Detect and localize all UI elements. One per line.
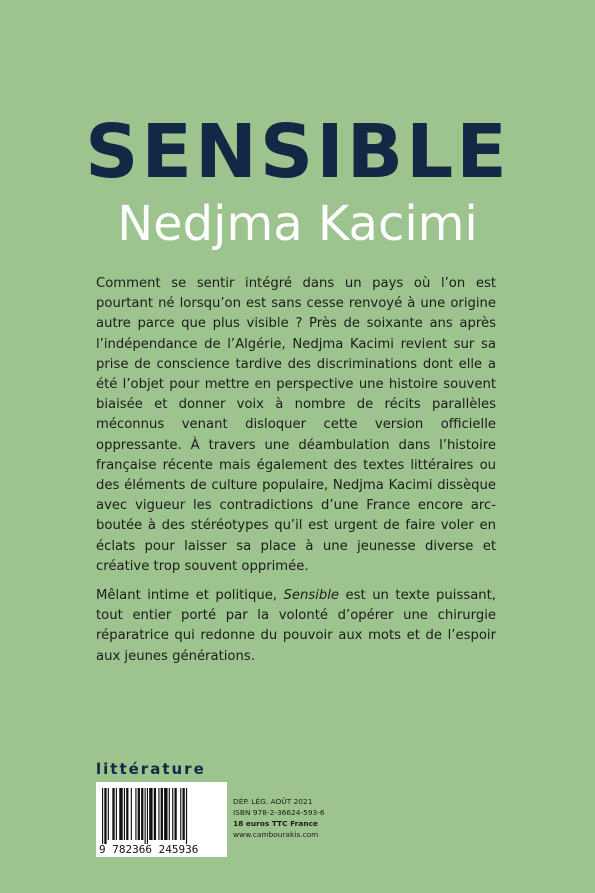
- barcode-bar: [169, 788, 170, 840]
- barcode-bar: [138, 788, 140, 840]
- legal-info: [233, 796, 325, 840]
- barcode-bar: [135, 788, 136, 840]
- legal-deposit: DÉP. LÉG. AOÛT 2021: [233, 797, 313, 806]
- barcode-bar: [174, 788, 176, 840]
- barcode-bar: [180, 788, 181, 840]
- summary-paragraph-2-end: est un texte puissant, tout entier porté par la volonté d’opérer une chirurgie réparatrice qui redonne du pouvoir aux mots et de l’espoir aux jeunes générations.: [96, 588, 496, 664]
- barcode-digits: 9 782366 245936: [99, 843, 199, 856]
- barcode-bar: [158, 788, 159, 840]
- isbn-barcode: [96, 782, 227, 857]
- barcode-bar: [186, 788, 187, 844]
- book-title: SENSIBLE: [85, 109, 510, 195]
- barcode-bar: [112, 788, 114, 840]
- barcode-bar: [154, 788, 156, 840]
- barcode-bar: [145, 788, 146, 844]
- author-name: Nedjma Kacimi: [117, 196, 478, 252]
- barcode-bar: [141, 788, 143, 840]
- barcode-bar: [161, 788, 163, 840]
- barcode-bar: [104, 788, 106, 844]
- summary-paragraph-2-start: Mêlant intime et politique,: [96, 588, 284, 604]
- barcode-bar: [102, 788, 103, 844]
- price-text: 18 euros TTC France: [233, 819, 318, 828]
- publisher-website: www.cambourakis.com: [233, 830, 319, 839]
- isbn-text: ISBN 978-2-36624-593-6: [233, 808, 325, 817]
- summary-paragraph-2: [96, 586, 496, 667]
- summary-paragraph-1: Comment se sentir intégré dans un pays où l’on est pourtant né lorsqu’on est sans cesse renvoyé à une origine autre parce que plus visible ? Près de soixante ans après l’indépendance de l’Algérie, Nedjma Kacimi revient sur sa prise de conscience tardive des discriminations dont elle a été l’objet pour mettre en perspective une histoire souvent biaisée et donner voix à nombre de récits parallèles méconnus venant disloquer cette version officielle oppressante. À travers une déambulation dans l’histoire française récente mais également des textes littéraires ou des éléments de culture populaire, Nedjma Kacimi dissèque avec vigueur les contradictions d’une France encore arc-boutée à des stéréotypes qu’il est urgent de faire voler en éclats pour laisser sa place à une jeunesse diverse et créative trop souvent opprimée.: [96, 276, 496, 574]
- barcode-bar: [147, 788, 148, 844]
- barcode-bar: [119, 788, 122, 840]
- barcode-bar: [183, 788, 185, 840]
- collection-label: littérature: [96, 760, 206, 778]
- barcode-bar: [131, 788, 132, 840]
- barcode-graphic: [96, 782, 227, 857]
- barcode-bar: [116, 788, 117, 840]
- barcode-bar: [172, 788, 173, 840]
- barcode-bar: [124, 788, 125, 840]
- back-cover-summary: [96, 274, 496, 676]
- barcode-bar: [149, 788, 152, 840]
- summary-book-title-italic: Sensible: [283, 588, 340, 604]
- barcode-bar: [108, 788, 109, 840]
- barcode-bar: [126, 788, 128, 840]
- barcode-bar: [164, 788, 167, 840]
